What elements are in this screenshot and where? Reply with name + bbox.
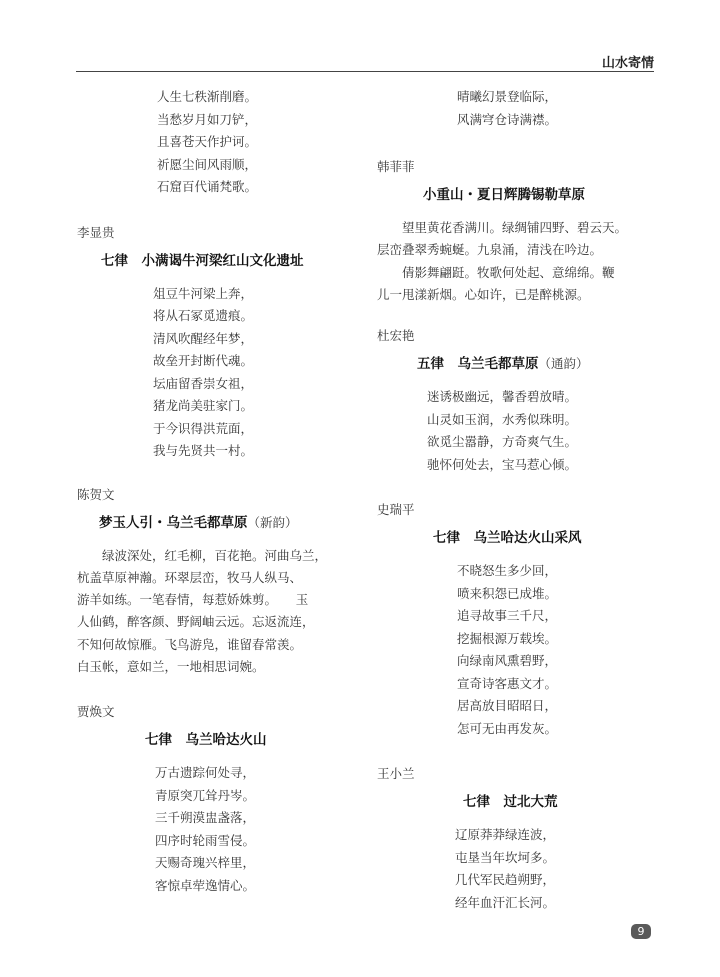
poem-title: 七律 过北大荒 [463, 794, 558, 811]
poem-author: 李显贵 [77, 224, 115, 240]
poem-title-note: （通韵） [538, 356, 589, 372]
verse-line: 清风吹醒经年梦， [153, 330, 254, 346]
verse-line: 故垒开封断代魂。 [153, 353, 254, 368]
poem-body [155, 762, 357, 897]
poem-author: 王小兰 [377, 766, 415, 782]
verse-line: 几代军民趋朔野， [455, 872, 556, 888]
poem-title: 七律 乌兰哈达火山采风 [433, 530, 582, 547]
prose-line: 望里黄花香满川。绿绸铺四野、碧云天。 [377, 220, 628, 235]
prose-line: 绿波深处，红毛柳，百花艳。河曲乌兰， [77, 547, 328, 563]
left-column [77, 86, 357, 897]
header-divider [76, 71, 654, 72]
verse-line: 追寻故事三千尺， [457, 608, 558, 624]
prose-line: 儿一甩漾新烟。心如许，已是醉桃源。 [377, 286, 590, 302]
poem-body [153, 283, 357, 463]
verse-line: 晴曦幻景登临际， [457, 89, 558, 104]
poem-author: 陈贺文 [77, 486, 115, 502]
prose-line: 游羊如练。一笔春情，每惹娇姝剪。 玉 [77, 592, 309, 608]
poem-body [455, 824, 657, 914]
poem-body [457, 560, 657, 740]
prose-line: 倩影舞翩跹。牧歌何处起、意绵绵。鞭 [377, 264, 615, 280]
poem-title-text: 五律 乌兰毛都草原 [417, 356, 539, 373]
verse-line: 客惊卓荦逸情心。 [155, 877, 256, 893]
verse-line: 宣奇诗客惠文才。 [457, 675, 558, 691]
verse-line: 怎可无由再发灰。 [457, 720, 558, 736]
poem-author: 杜宏艳 [377, 328, 415, 344]
poem-title-text: 梦玉人引・乌兰毛都草原 [99, 514, 248, 531]
verse-line: 万古遗踪何处寻， [155, 765, 256, 781]
poem-prose [377, 217, 657, 306]
poem-author: 史瑞平 [377, 502, 415, 518]
poem-title-note: （新韵） [247, 514, 298, 530]
prose-line: 人仙鹤，醉客颜、野阔岫云远。忘返流连， [77, 614, 315, 630]
verse-line: 经年血汗汇长河。 [455, 894, 556, 910]
verse-line: 天赐奇瑰兴梓里， [155, 855, 256, 871]
poem-author: 韩菲菲 [377, 159, 415, 174]
section-title: 山水寄情 [601, 56, 654, 71]
verse-line: 向绿南风熏碧野， [457, 653, 558, 669]
poem-prose [77, 545, 357, 679]
poem-title [377, 354, 657, 374]
prose-line: 层峦叠翠秀蜿蜒。九泉涌，清浅在吟边。 [377, 242, 603, 258]
verse-line: 我与先贤共一村。 [153, 443, 254, 458]
poem-body [427, 386, 657, 476]
verse-line: 人生七秩渐削磨。 [157, 89, 258, 104]
verse-line: 屯垦当年坎坷多。 [455, 849, 556, 865]
verse-line: 不晓怒生多少回， [457, 563, 558, 579]
verse-line: 欲觅尘嚣静，方奇爽气生。 [427, 434, 578, 450]
verse-line: 驰怀何处去，宝马惹心倾。 [427, 456, 578, 472]
verse-line: 石窟百代诵梵歌。 [157, 179, 258, 194]
verse-line: 青原突兀耸丹岑。 [155, 787, 256, 803]
verse-line: 风满穹仓诗满襟。 [457, 111, 558, 127]
verse-line: 四序时轮雨雪侵。 [155, 832, 256, 848]
verse-line: 且喜苍天作护诃。 [157, 134, 258, 149]
continued-poem [157, 86, 357, 199]
poem-title [77, 513, 357, 533]
verse-line: 猪龙尚美驻家门。 [153, 398, 254, 413]
verse-line: 于今识得洪荒面， [153, 420, 254, 436]
prose-line: 不知何故惊雁。飞鸟游凫，谁留春常羡。 [77, 636, 303, 652]
poem-title: 小重山・夏日辉腾锡勒草原 [423, 187, 585, 203]
verse-line: 坛庙留香崇女祖， [153, 375, 254, 391]
poem-author: 贾焕文 [77, 704, 115, 720]
verse-line: 挖掘根源万载埃。 [457, 630, 558, 646]
verse-line: 喷来积怨已成堆。 [457, 585, 558, 601]
verse-line: 山灵如玉润，水秀似珠明。 [427, 411, 578, 427]
verse-line: 俎豆牛河梁上奔， [153, 285, 254, 301]
right-column [377, 86, 657, 914]
verse-line: 祈愿尘间风雨顺， [157, 156, 258, 172]
continued-poem [457, 86, 657, 131]
prose-line: 白玉帐，意如兰，一地相思词婉。 [77, 658, 265, 674]
verse-line: 居高放目昭昭日， [457, 698, 558, 714]
poem-title: 七律 小满谒牛河梁红山文化遗址 [101, 252, 304, 269]
prose-line: 杭盖草原神瀚。环翠层峦，牧马人纵马、 [77, 569, 303, 585]
verse-line: 迷诱极幽远，馨香碧放晴。 [427, 389, 578, 405]
verse-line: 当愁岁月如刀铲， [157, 111, 258, 127]
page-number: 9 [631, 924, 651, 939]
verse-line: 三千朔漠盅盏落， [155, 810, 256, 826]
verse-line: 将从石冢觅遗痕。 [153, 308, 254, 323]
verse-line: 辽原莽莽绿连波， [455, 827, 556, 843]
poem-title: 七律 乌兰哈达火山 [145, 732, 267, 749]
